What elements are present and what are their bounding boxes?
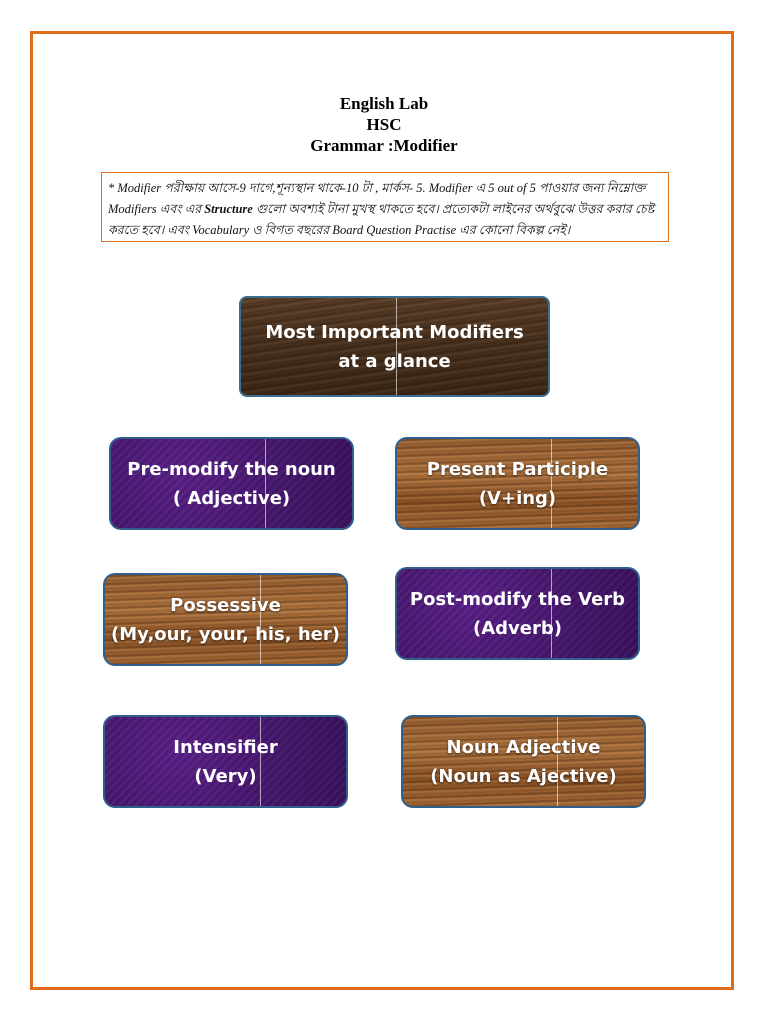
card-present-participle [395,437,640,530]
card-subtitle: (Noun as Ajective) [430,765,617,787]
title-box [239,296,550,397]
card-subtitle: (Very) [194,765,257,787]
title-box-line-1: Most Important Modifiers [265,321,524,343]
instruction-text-2: গুলো অবশ্যই টানা মুখস্থ থাকতে হবে। প্রত্যেকটা লাইনের অর্থবুঝে উত্তর করার চেষ্ট করতে হবে। এবং Vocabulary ও বিগত বছরের Board Question Practise এর কোনো বিকল্প নেই। [108,202,655,237]
card-possessive [103,573,348,666]
card-title: Post-modify the Verb [409,588,626,610]
instruction-text-1: * Modifier পরীক্ষায় আসে-9 দাগে,শূন্যস্থান থাকে-10 টা , মার্কস- 5. Modifier এ 5 out of 5 পাওয়ার জন্য নিম্নোক্ত Modifiers এবং এর [108,181,646,216]
card-subtitle: ( Adjective) [172,487,291,509]
header-topic: Grammar :Modifier [310,136,458,155]
card-pre-modify-noun [109,437,354,530]
card-title: Noun Adjective [446,736,601,758]
header-level: HSC [366,115,402,134]
card-title: Possessive [170,594,281,616]
card-title: Intensifier [173,736,278,758]
document-header [0,93,768,156]
card-title: Present Participle [426,458,609,480]
card-title: Pre-modify the noun [127,458,336,480]
card-post-modify-verb [395,567,640,660]
title-box-line-2: at a glance [338,350,451,372]
card-intensifier [103,715,348,808]
card-subtitle: (Adverb) [473,617,562,639]
card-subtitle: (My,our, your, his, her) [110,623,340,645]
card-subtitle: (V+ing) [478,487,557,509]
card-noun-adjective [401,715,646,808]
header-lab-name: English Lab [339,94,429,113]
instruction-note [101,172,669,242]
instruction-bold-term: Structure [204,202,253,216]
